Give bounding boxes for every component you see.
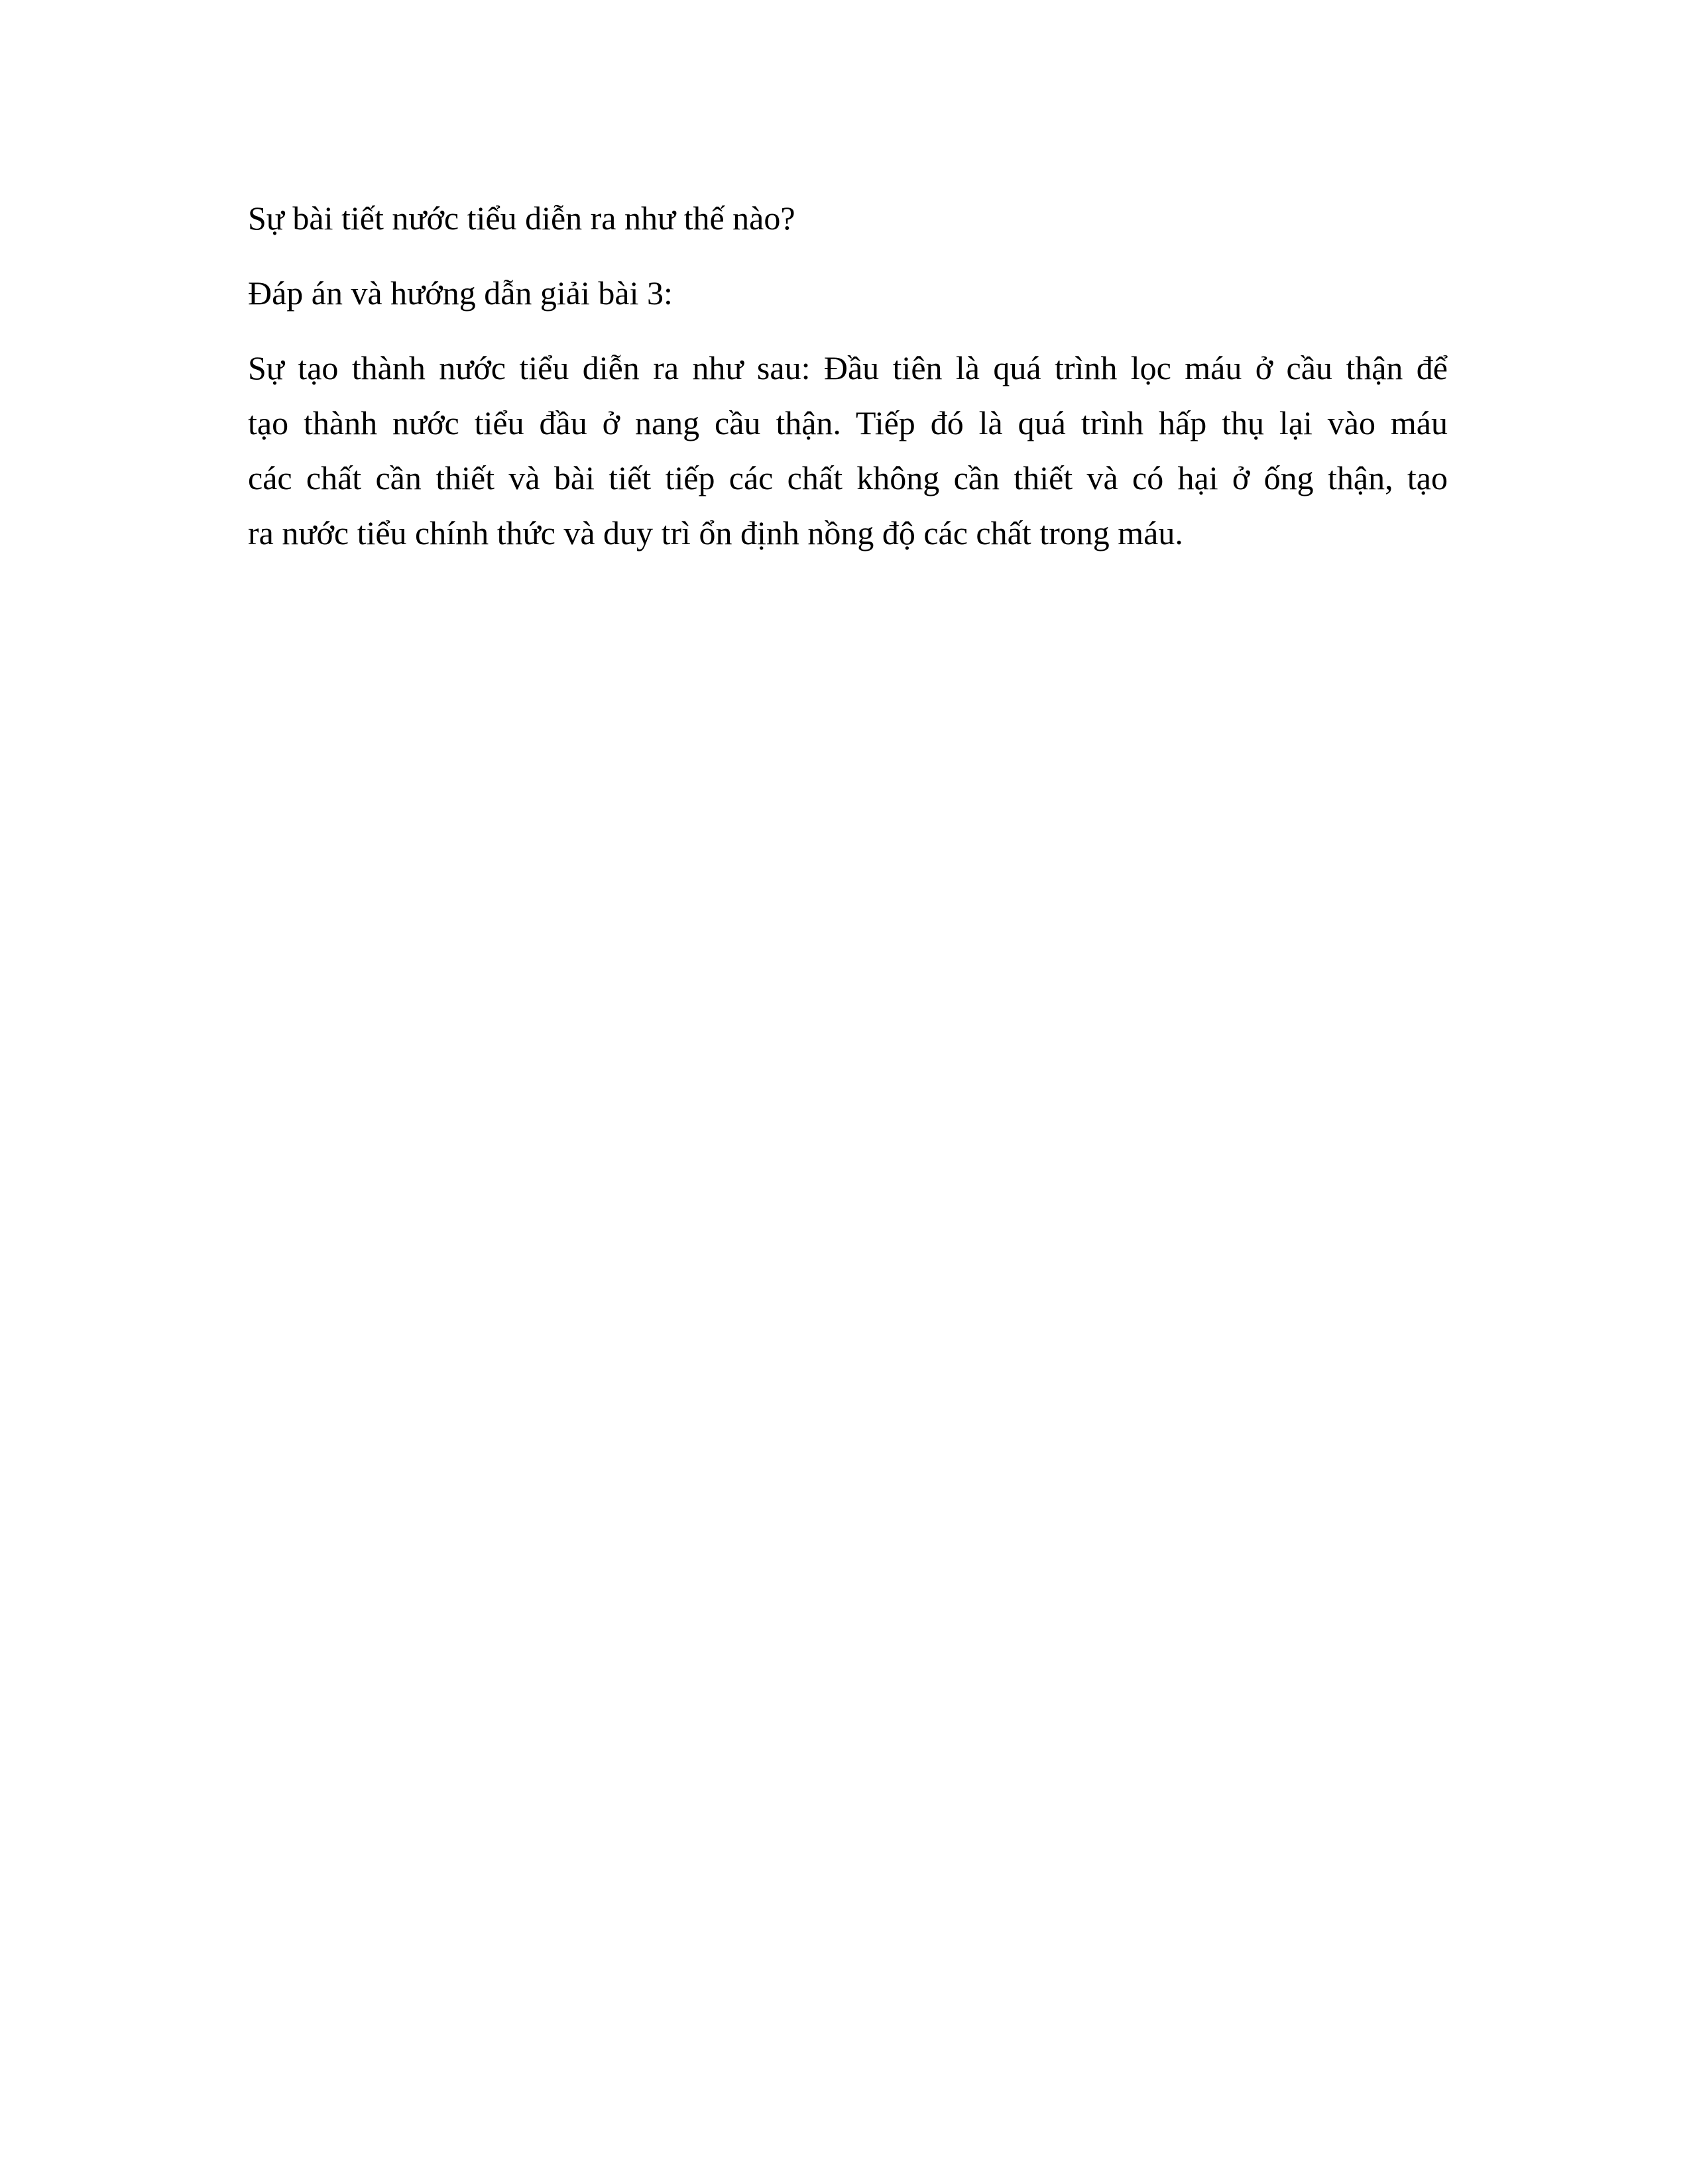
answer-line: tạo thành nước tiểu đầu ở nang cầu thận. Tiếp đó là quá trình hấp thụ lại vào máu xyxy=(248,404,1448,441)
question-text: Sự bài tiết nước tiểu diễn ra như thế nào? xyxy=(248,200,795,237)
answer-line: Sự tạo thành nước tiểu diễn ra như sau: Đầu tiên là quá trình lọc máu ở cầu thận để xyxy=(248,349,1448,386)
spacer xyxy=(248,321,1448,341)
answer-line: ra nước tiểu chính thức và duy trì ổn định nồng độ các chất trong máu. xyxy=(248,514,1183,551)
answer-line: các chất cần thiết và bài tiết tiếp các chất không cần thiết và có hại ở ống thận, tạo xyxy=(248,459,1448,496)
document-content xyxy=(248,191,1448,561)
spacer xyxy=(248,246,1448,266)
answer-paragraph xyxy=(248,341,1448,561)
answer-heading: Đáp án và hướng dẫn giải bài 3: xyxy=(248,274,673,312)
